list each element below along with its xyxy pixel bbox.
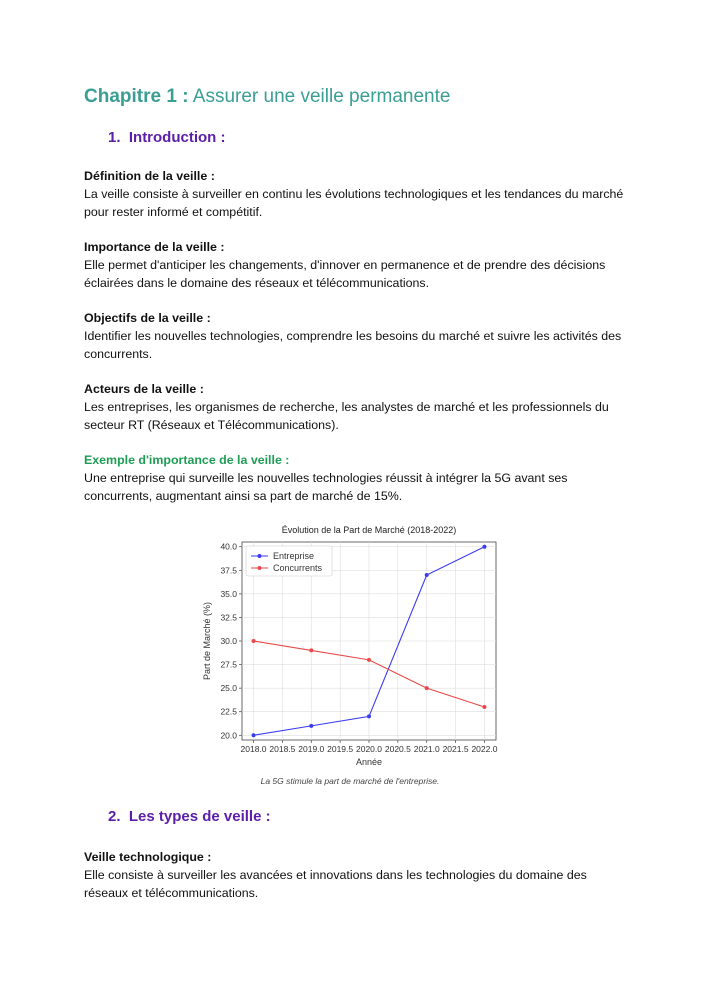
x-tick-label: 2020.0 [356,744,382,754]
tech-watch-title: Veille technologique : [84,850,212,864]
data-point-concurrents [252,639,256,643]
section-heading-types [108,808,271,825]
actors-block [84,380,629,434]
y-tick-label: 35.0 [220,588,237,599]
example-title: Exemple d'importance de la veille : [84,453,290,467]
data-point-concurrents [482,705,486,709]
y-tick-label: 30.0 [220,636,237,646]
data-point-entreprise [309,724,313,728]
example-block [84,451,629,505]
objectives-text: Identifier les nouvelles technologies, comprendre les besoins du marché et suivre les activités des concurrents. [84,329,622,361]
legend-label: Concurrents [273,563,323,573]
importance-title: Importance de la veille : [84,240,225,254]
tech-watch-block [84,848,629,902]
section-title: Les types de veille : [128,808,271,825]
section-heading-introduction [108,129,226,146]
data-point-entreprise [252,733,256,737]
x-tick-label: 2018.0 [240,744,267,754]
importance-text: Elle permet d'anticiper les changements, d'innover en permanence et de prendre des décisions éclairées dans le domaine des réseaux et télécommunications. [84,258,606,290]
chapter-title: Assurer une veille permanente [192,86,451,107]
definition-title: Définition de la veille : [84,169,215,183]
data-point-entreprise [367,714,371,718]
definition-block [84,167,629,221]
y-tick-label: 32.5 [220,612,237,623]
legend-marker [258,566,262,570]
market-share-chart [200,520,500,792]
data-point-entreprise [425,573,429,577]
objectives-title: Objectifs de la veille : [84,311,211,325]
chart-svg [200,520,500,780]
y-tick-label: 22.5 [220,706,237,717]
example-text: Une entreprise qui surveille les nouvelles technologies réussit à intégrer la 5G avant ses concurrents, augmentant ainsi sa part de marché de 15%. [84,471,568,503]
definition-text: La veille consiste à surveiller en continu les évolutions technologiques et les tendances du marché pour rester informé et compétitif. [84,187,624,219]
data-point-concurrents [425,686,429,690]
x-tick-label: 2018.5 [269,744,296,754]
data-point-concurrents [309,648,313,652]
chapter-label: Chapitre 1 : [84,86,189,107]
section-title: Introduction : [128,129,226,146]
x-tick-label: 2019.5 [327,744,354,754]
actors-text: Les entreprises, les organismes de recherche, les analystes de marché et les professionnels du secteur RT (Réseaux et Télécommunications). [84,400,609,432]
actors-title: Acteurs de la veille : [84,382,204,396]
y-tick-label: 27.5 [220,659,237,670]
x-axis-label: Année [355,757,383,767]
y-tick-label: 20.0 [220,730,237,741]
y-axis-label: Part de Marché (%) [202,601,212,681]
objectives-block [84,309,629,363]
section-number: 1. [108,129,121,146]
legend-label: Entreprise [273,551,315,561]
x-tick-label: 2021.5 [442,744,469,754]
importance-block [84,238,629,292]
chapter-heading [84,86,450,108]
y-tick-label: 25.0 [220,683,237,694]
x-tick-label: 2020.5 [384,744,411,754]
x-tick-label: 2021.0 [413,744,440,754]
data-point-entreprise [482,545,486,549]
x-tick-label: 2022.0 [471,744,498,754]
chart-title: Évolution de la Part de Marché (2018-2022) [281,525,457,535]
x-tick-label: 2019.0 [298,744,325,754]
legend-marker [258,554,262,558]
chart-caption: La 5G stimule la part de marché de l'entreprise. [260,776,440,786]
data-point-concurrents [367,658,371,662]
y-tick-label: 40.0 [220,541,237,552]
y-tick-label: 37.5 [220,565,237,576]
tech-watch-text: Elle consiste à surveiller les avancées et innovations dans les technologies du domaine des réseaux et télécommunications. [84,868,587,900]
section-number: 2. [108,808,121,825]
